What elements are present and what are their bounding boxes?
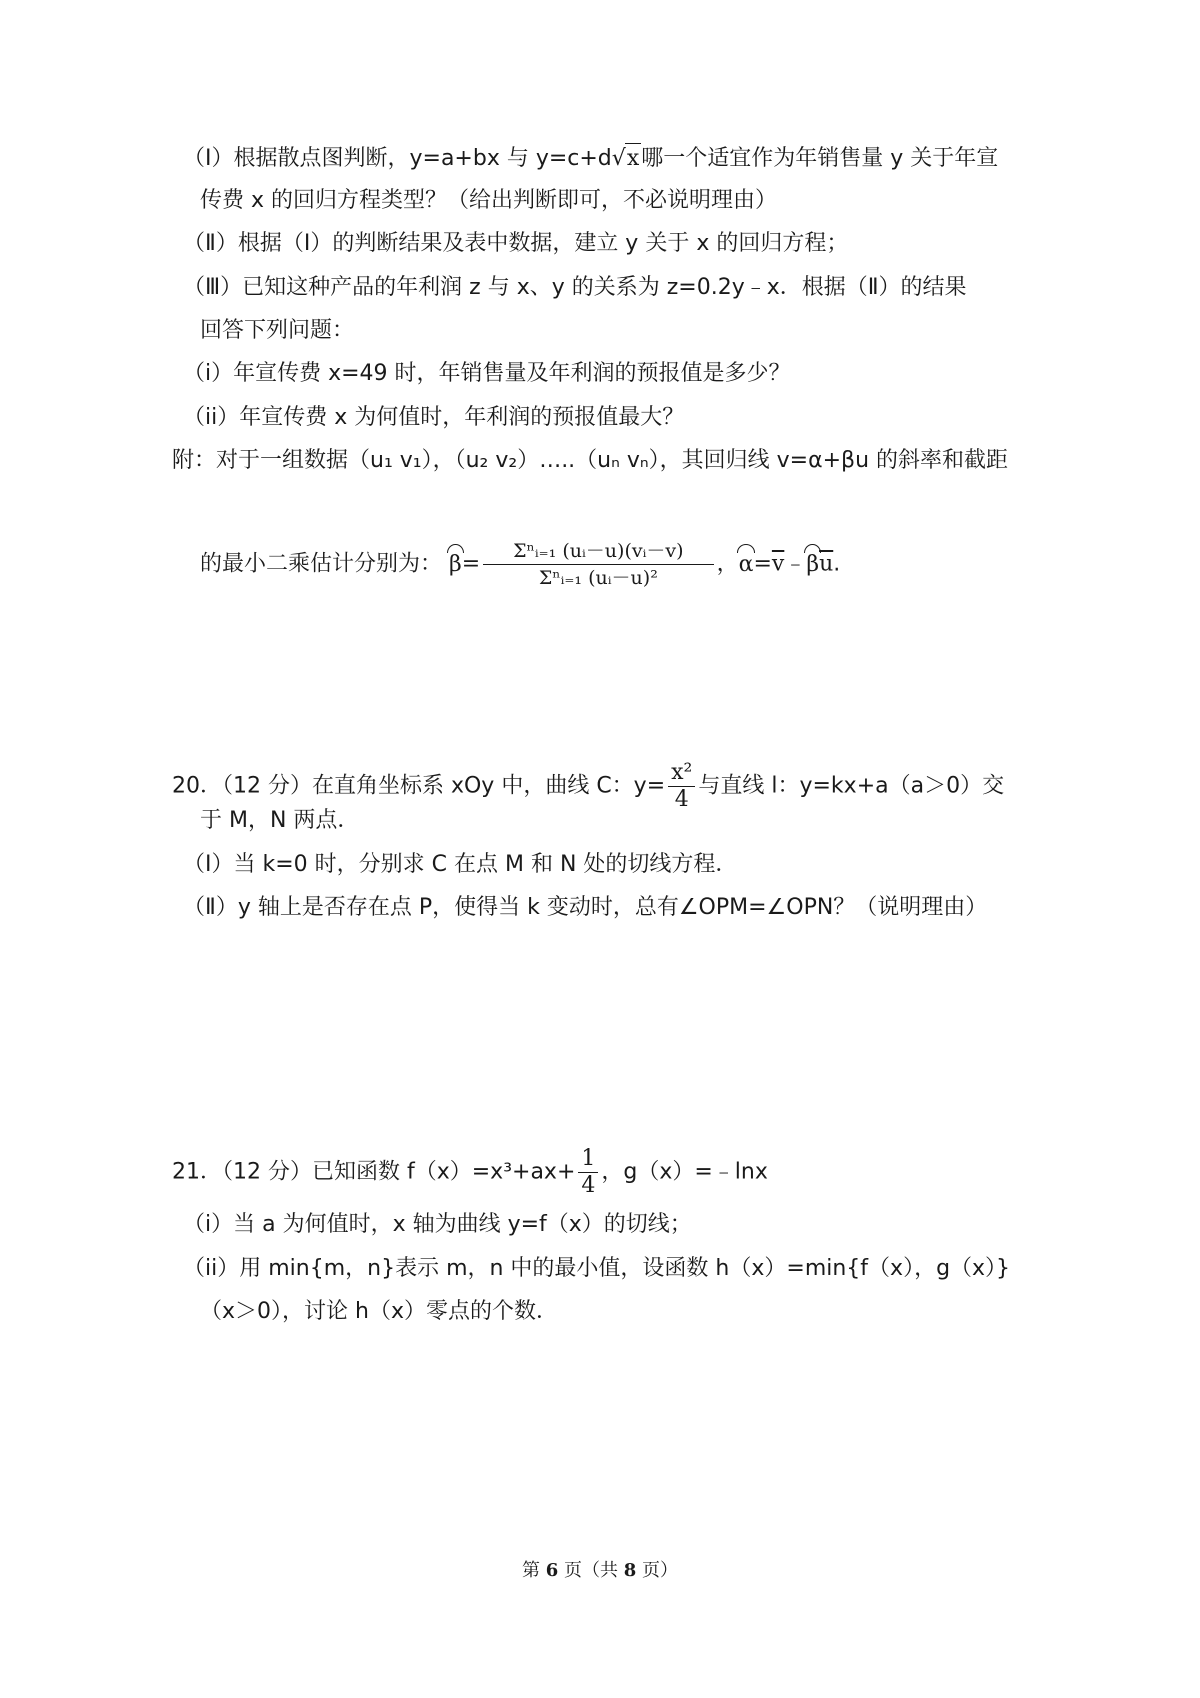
v-bar: $\overline{v}$	[771, 551, 785, 577]
q19-part1-continued: 传费 x 的回归方程类型？（给出判断即可，不必说明理由）	[200, 188, 778, 213]
q20-stem: 20．（12 分）在直角坐标系 xOy 中，曲线 C：y= $\frac{\text{x²}}{4}$ 与直线 l：y=kx+a（a＞0）交	[172, 760, 1005, 812]
one-over-4: $\frac{1}{4}$	[578, 1146, 598, 1199]
q19-part3-continued: 回答下列问题：	[200, 318, 355, 343]
sqrt-argument: x	[625, 143, 641, 174]
total-pages: 8	[623, 1560, 637, 1581]
page-number: 6	[545, 1560, 559, 1581]
q19-part1: （Ⅰ）根据散点图判断，y=a+bx 与 y=c+d√x哪一个适宜作为年销售量 y 关于年宣	[183, 143, 998, 174]
q20-stem-continued: 于 M，N 两点．	[200, 808, 360, 833]
q19-appendix-formula: 的最小二乘估计分别为： β= $\frac{\text{Σⁿᵢ₌₁ (uᵢ－u)(vᵢ－v)}}{\text{Σⁿᵢ₌₁ (uᵢ－u)²}}$ ，$\alpha=\overline{v}﹣\beta\overline{u}$.	[200, 540, 841, 589]
beta-hat: β	[449, 544, 462, 580]
q19-appendix: 附：对于一组数据（u₁ v₁），（u₂ v₂）…..（uₙ vₙ），其回归线 v=α+βu 的斜率和截距	[172, 448, 1009, 473]
q21-part-ii: （ii）用 min{m，n}表示 m，n 中的最小值，设函数 h（x）=min{f（x），g（x）}	[183, 1256, 1011, 1281]
q21-stem: 21．（12 分）已知函数 f（x）=x³+ax+ $\frac{1}{4}$ ，g（x）=﹣lnx	[172, 1146, 768, 1198]
q19-part2: （Ⅱ）根据（Ⅰ）的判断结果及表中数据，建立 y 关于 x 的回归方程；	[183, 231, 849, 256]
q20-part1: （Ⅰ）当 k=0 时，分别求 C 在点 M 和 N 处的切线方程．	[183, 852, 738, 877]
page-footer: 第 6 页（共 8 页）	[522, 1560, 678, 1581]
q21-part-ii-continued: （x＞0），讨论 h（x）零点的个数．	[200, 1299, 558, 1324]
least-squares-slope-fraction	[483, 538, 713, 591]
q19-part3: （Ⅲ）已知这种产品的年利润 z 与 x、y 的关系为 z=0.2y﹣x．根据（Ⅱ）的结果	[183, 275, 967, 300]
formula-denominator: Σⁿᵢ₌₁ (uᵢ－u)²	[538, 567, 658, 589]
u-bar: $\overline{u}$	[819, 551, 834, 577]
q21-part-i: （i）当 a 为何值时，x 轴为曲线 y=f（x）的切线；	[183, 1212, 692, 1237]
q20-part2: （Ⅱ）y 轴上是否存在点 P，使得当 k 变动时，总有∠OPM=∠OPN？（说明理由）	[183, 895, 988, 920]
sqrt-symbol: √	[611, 146, 626, 171]
beta-hat-2: β	[806, 544, 819, 580]
q19-sub-i: （i）年宣传费 x=49 时，年销售量及年利润的预报值是多少？	[183, 361, 791, 386]
formula-numerator: Σⁿᵢ₌₁ (uᵢ－u)(vᵢ－v)	[483, 538, 713, 565]
alpha-hat: α	[739, 544, 754, 580]
q19-sub-ii: （ii）年宣传费 x 为何值时，年利润的预报值最大？	[183, 405, 685, 430]
x-squared-over-4: $\frac{\text{x²}}{4}$	[668, 760, 695, 813]
